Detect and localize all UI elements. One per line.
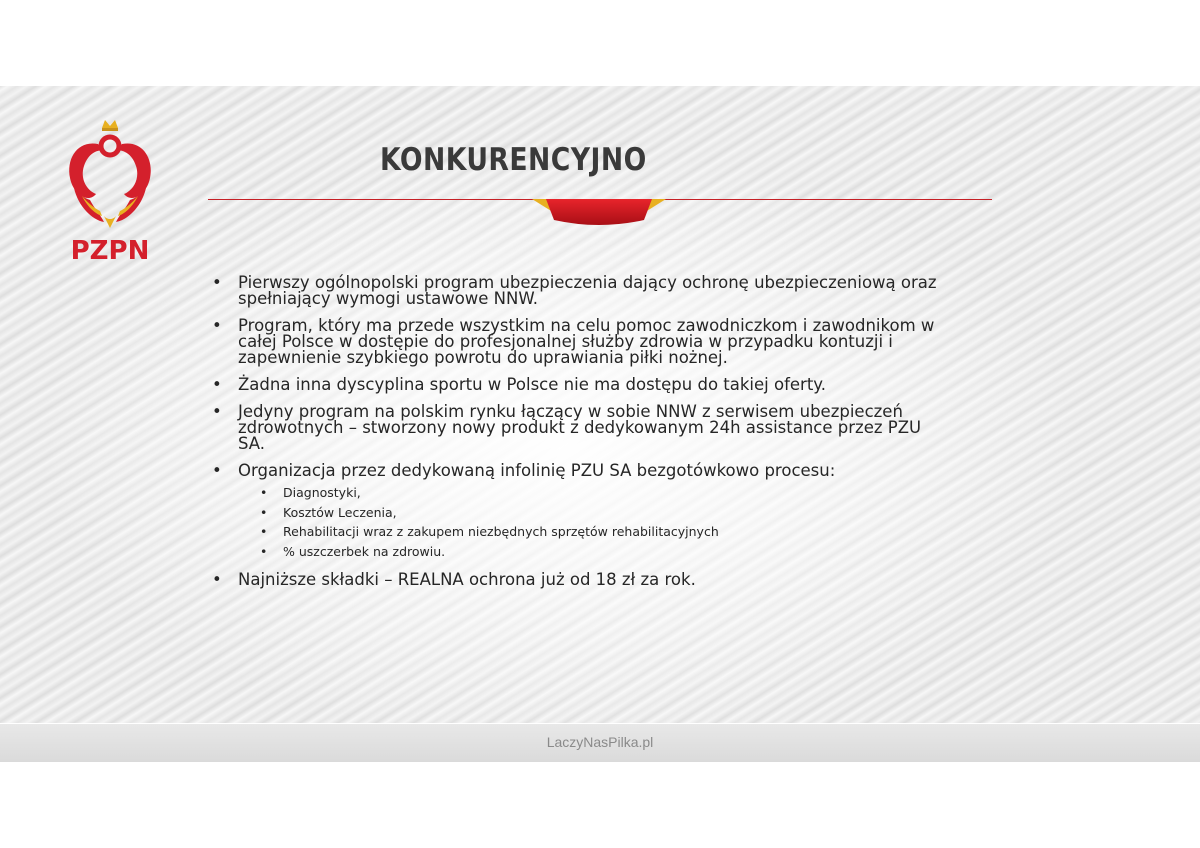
bullet-text: Najniższe składki – REALNA ochrona już od 18 zł za rok. [238, 569, 696, 589]
sub-bullet-item: • Kosztów Leczenia, [238, 505, 942, 522]
bullet-item [212, 318, 942, 366]
footer-link[interactable]: LaczyNasPilka.pl [546, 734, 654, 750]
logo-text: PZPN [70, 236, 150, 266]
bullet-text: Organizacja przez dedykowaną infolinię PZU SA bezgotówkowo procesu: [238, 461, 836, 480]
bullet-list [212, 275, 942, 588]
crown-band [102, 128, 118, 131]
sub-bullet-item: • Diagnostyki, [238, 485, 942, 502]
bullet-text: Pierwszy ogólnopolski program ubezpieczenia dający ochronę ubezpieczeniową oraz spełniający wymogi ustawowe NNW. [238, 273, 937, 308]
bullet-item [212, 404, 942, 452]
logo-gold-tail [104, 216, 116, 228]
slide [0, 86, 1200, 762]
bullet-text: Program, który ma przede wszystkim na celu pomoc zawodniczkom i zawodnikom w całej Polsce w dostępie do profesjonalnej służby zdrowia w przypadku kontuzji i zapewnienie szybkiego powrotu do uprawiania piłki nożnej. [238, 316, 935, 367]
logo-center-ring [101, 137, 119, 155]
sub-bullet-list [238, 485, 942, 561]
bullet-text: Żadna inna dyscyplina sportu w Polsce nie ma dostępu do takiej oferty. [238, 375, 826, 394]
footer-bar [0, 723, 1200, 762]
sub-bullet-item: • Rehabilitacji wraz z zakupem niezbędnych sprzętów rehabilitacyjnych [238, 524, 942, 541]
bullet-item [212, 377, 942, 393]
bullet-item [212, 463, 942, 561]
sub-bullet-item: • % uszczerbek na zdrowiu. [238, 544, 942, 561]
bullet-item [212, 569, 942, 589]
bullet-item [212, 275, 942, 307]
slide-title: KONKURENCYJNO [380, 142, 647, 178]
slide-content [212, 275, 942, 599]
bullet-text: Jedyny program na polskim rynku łączący w sobie NNW z serwisem ubezpieczeń zdrowotnych – stworzony nowy produkt z dedykowanym 24h assistance przez PZU SA. [238, 402, 922, 453]
ribbon-red-band [546, 199, 652, 225]
ribbon-ornament [532, 196, 666, 236]
pzpn-logo [60, 116, 160, 266]
crown-icon [102, 120, 118, 128]
